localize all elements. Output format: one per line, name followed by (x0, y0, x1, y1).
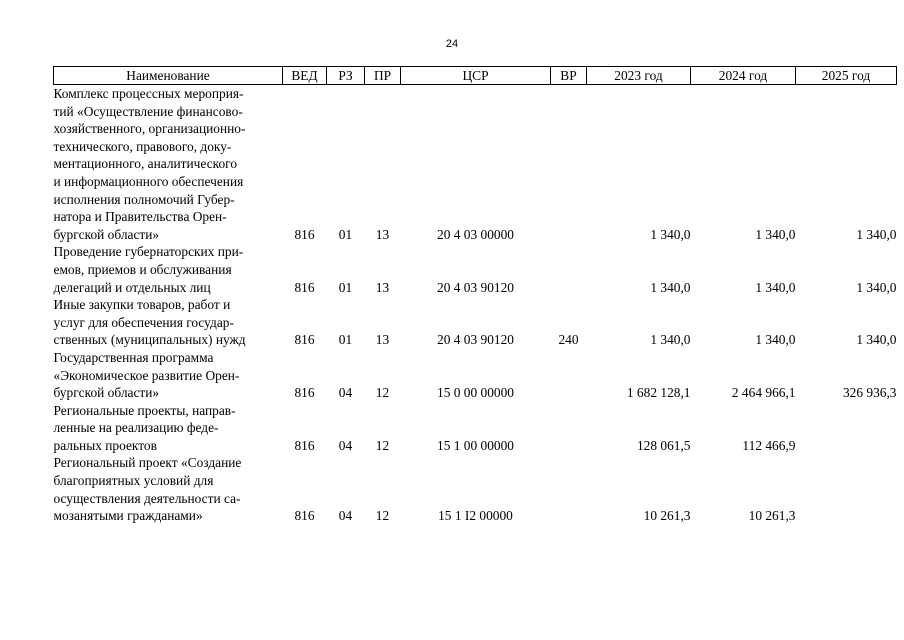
cell-name (54, 243, 283, 296)
cell-csr: 15 1 I2 00000 (438, 508, 513, 524)
cell-vr: 240 (558, 332, 579, 348)
name-line: благоприятных условий для (53, 473, 214, 489)
header-2023: 2023 год (587, 67, 691, 85)
table-row (54, 402, 897, 455)
name-line: бургской области» (53, 385, 160, 401)
name-line: осуществления деятельности са- (53, 490, 241, 506)
cell-rz: 01 (338, 279, 353, 295)
cell-name (54, 85, 283, 244)
header-ved: ВЕД (283, 67, 327, 85)
cell-ved: 816 (294, 437, 315, 453)
table-row (54, 349, 897, 402)
name-line: тий «Осуществление финансово- (53, 103, 243, 119)
cell-vr (551, 85, 587, 244)
name-line: Проведение губернаторских при- (53, 244, 244, 260)
cell-2023: 128 061,5 (636, 437, 691, 453)
cell-rz: 04 (338, 508, 353, 524)
cell-pr: 12 (375, 385, 390, 401)
header-rz: РЗ (327, 67, 365, 85)
cell-name (54, 454, 283, 524)
cell-name (54, 402, 283, 455)
name-line: ленные на реализацию феде- (53, 420, 219, 436)
name-line: Иные закупки товаров, работ и (53, 297, 231, 313)
cell-csr: 15 0 00 00000 (437, 385, 514, 401)
cell-csr: 20 4 03 90120 (437, 332, 514, 348)
cell-rz: 04 (338, 437, 353, 453)
cell-ved: 816 (294, 279, 315, 295)
cell-2025: 1 340,0 (856, 279, 897, 295)
cell-pr: 13 (375, 226, 390, 242)
cell-csr: 20 4 03 00000 (437, 226, 514, 242)
cell-2024: 2 464 966,1 (731, 385, 796, 401)
cell-vr (551, 454, 587, 524)
cell-vr (551, 243, 587, 296)
table-body (54, 85, 897, 525)
cell-2023: 1 682 128,1 (626, 385, 691, 401)
name-line: ральных проектов (53, 437, 157, 453)
name-line: Региональный проект «Создание (53, 455, 242, 471)
cell-ved: 816 (294, 508, 315, 524)
table-row (54, 296, 897, 349)
cell-2024: 112 466,9 (742, 437, 796, 453)
cell-2025: 1 340,0 (856, 332, 897, 348)
cell-pr: 13 (375, 332, 390, 348)
table-row (54, 454, 897, 524)
name-line: делегаций и отдельных лиц (53, 279, 211, 295)
header-vr: ВР (551, 67, 587, 85)
cell-2024: 10 261,3 (748, 508, 796, 524)
table-row (54, 243, 897, 296)
page-number: 24 (445, 38, 459, 50)
header-2025: 2025 год (796, 67, 897, 85)
cell-pr: 12 (375, 508, 390, 524)
header-name: Наименование (54, 67, 283, 85)
table-row (54, 85, 897, 244)
name-line: услуг для обеспечения государ- (53, 314, 234, 330)
cell-rz: 01 (338, 332, 353, 348)
name-line: ственных (муниципальных) нужд (53, 332, 246, 348)
cell-pr: 13 (375, 279, 390, 295)
cell-2023: 1 340,0 (650, 279, 691, 295)
name-line: натора и Правительства Орен- (53, 209, 227, 225)
header-2024: 2024 год (691, 67, 796, 85)
cell-pr: 12 (375, 437, 390, 453)
cell-2024: 1 340,0 (755, 279, 796, 295)
budget-table (53, 66, 897, 525)
cell-2024: 1 340,0 (755, 226, 796, 242)
name-line: бургской области» (53, 226, 160, 242)
cell-2023: 1 340,0 (650, 332, 691, 348)
cell-2025 (796, 454, 897, 524)
name-line: мозанятыми гражданами» (53, 508, 203, 524)
name-line: «Экономическое развитие Орен- (53, 367, 240, 383)
cell-2023: 1 340,0 (650, 226, 691, 242)
name-line: емов, приемов и обслуживания (53, 261, 232, 277)
cell-rz: 04 (338, 385, 353, 401)
header-pr: ПР (365, 67, 401, 85)
cell-2023: 10 261,3 (643, 508, 691, 524)
name-line: и информационного обеспечения (53, 173, 244, 189)
name-line: ментационного, аналитического (53, 156, 238, 172)
cell-2025: 1 340,0 (856, 226, 897, 242)
cell-name (54, 349, 283, 402)
table-header-row (54, 67, 897, 85)
cell-2025: 326 936,3 (842, 385, 897, 401)
cell-vr (551, 402, 587, 455)
name-line: Государственная программа (53, 349, 214, 365)
cell-vr (551, 349, 587, 402)
name-line: Комплекс процессных мероприя- (53, 86, 244, 101)
name-line: Региональные проекты, направ- (53, 402, 236, 418)
cell-csr: 15 1 00 00000 (437, 437, 514, 453)
cell-csr: 20 4 03 90120 (437, 279, 514, 295)
cell-rz: 01 (338, 226, 353, 242)
cell-2024: 1 340,0 (755, 332, 796, 348)
cell-ved: 816 (294, 332, 315, 348)
header-csr: ЦСР (401, 67, 551, 85)
cell-ved: 816 (294, 226, 315, 242)
cell-ved: 816 (294, 385, 315, 401)
cell-name (54, 296, 283, 349)
name-line: хозяйственного, организационно- (53, 121, 246, 137)
name-line: исполнения полномочий Губер- (53, 191, 235, 207)
cell-2025 (796, 402, 897, 455)
name-line: технического, правового, доку- (53, 138, 232, 154)
